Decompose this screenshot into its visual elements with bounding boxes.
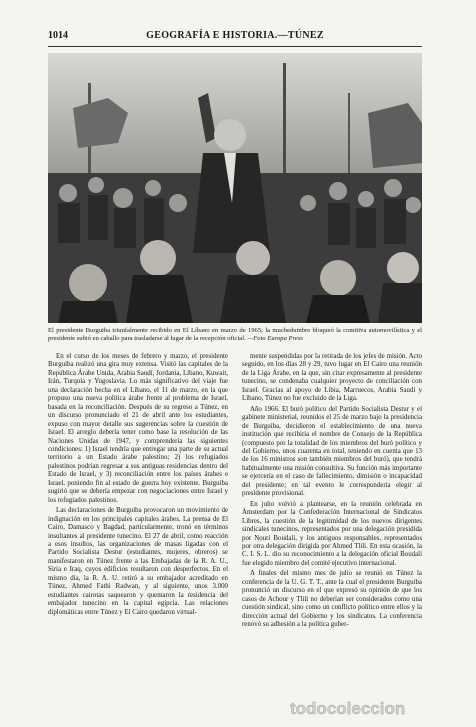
todocoleccion-logo xyxy=(290,697,430,719)
caption-text: El presidente Burguiba triunfalmente recibido en El Líbano en marzo de 1965; la muchedumbre bloqueó la comitiva automovilística y el presidente subió en caballo para trasladarse al lugar de la recepción oficial. xyxy=(48,327,422,343)
paragraph: En julio volvió a plantearse, en la reunión celebrada en Ámsterdam por la Confederación Internacional de Sindicatos Libres, la cuestión de la legitimidad de los nuevos dirigentes sindicales tunecinos, representados por una delegación presidida por Nouri Boudali, y los antiguos responsables, representados por otra delegación dirigida por Ahmed Tlili. En esta ocasión, la C. I. S. L. dio su reconocimiento a la delegación oficial Boudali fue elegido miembro del comité ejecutivo internacional. xyxy=(242,500,422,567)
left-column xyxy=(48,353,228,619)
crowd-photo xyxy=(48,53,422,323)
paragraph: Año 1966. El buró político del Partido Socialista Destur y el gabinete ministerial, reunidos el 25 de marzo bajo la presidencia de Burguiba, decidieron el establecimiento de una nueva institución que recibiría el nombre de Consejo de la República (compuesto por la totalidad de los miembros del buró político y del Gobierno, unos cuarenta en total, teniendo en cuenta que 13 de los 16 ministros son también miembros del buró), que tendrá habitualmente una misión consultiva. Su función más importante se ejercería en el caso de fallecimiento, dimisión o incapacidad del presidente; en tal evento le correspondería elegir al presidente provisional. xyxy=(242,405,422,498)
photo-caption xyxy=(48,327,422,343)
paragraph: mente suspendidas por la retirada de los jefes de misión. Acto seguido, en los días 28 y 29, tuvo lugar en El Cairo una reunión de la Liga Árabe, en la que, sin citar expresamente al presidente tunecino, se condenaba cualquier proyecto de conciliación con Israel. Gracias al apoyo de Libia, Marruecos, Arabia Saudí y Líbano, Túnez no fue excluido de la Liga. xyxy=(242,353,422,403)
paragraph: En el curso de los meses de febrero y marzo, el presidente Burguiba realizó una gira muy extensa. Visitó las capitales de la República Árabe Unida, Arabia Saudí, Jordania, Líbano, Kuwait, Irán, Turquía y Yugoslavia. Lo más significativo del viaje fue una declaración hecha en el Líbano, el 11 de marzo, en la que propuso una nueva política árabe frente al problema de Israel, basada en la reconciliación. Después de su regreso a Túnez, en un discurso pronunciado el 21 de abril ante los estudiantes, expuso con mayor detalle sus sugerencias sobre la cuestión de Israel. El arreglo debería tener como base la resolución de las Naciones Unidas de 1947, y comprendería las siguientes condiciones: 1) Israel tendría que entregar una parte de su actual territorio a un Estado árabe palestino; 2) los refugiados palestinos podrían regresar a sus antiguas residencias dentro del Estado de Israel, y 3) reconciliación entre los países árabes e Israel, poniendo fin al estado de guerra hoy existente. Burguiba sugirió que se debería empezar con negociaciones entre Israel y los refugiados palestinos. xyxy=(48,353,228,504)
photo-credit: —Foto Europa Press xyxy=(247,335,303,343)
running-header xyxy=(48,30,422,44)
header-rule xyxy=(48,46,422,47)
photo-illustration xyxy=(48,53,422,323)
paragraph: Las declaraciones de Burguiba provocaron un movimiento de indignación en los principales capitales árabes. La prensa de El Cairo, Damasco y Bagdad, particularmente, tronó en términos insultantes al presidente tunecino. El 27 de abril, como reacción a esos insultos, las organizaciones de masas ligadas con el Partido Socialista Destur (estudiantes, mujeres, obreros) se manifestaron en Túnez frente a las Embajadas de la R. A. U., Siria e Iraq, cuyos edificios resultaron con desperfectos. En el mismo día, la R. A. U. retiró a su embajador acreditado en Túnez, Ahmed Fathi Radwan, y al siguiente, unos 3.000 estudiantes cairotas saquearon y quemaron la residencia del embajador tunecino en la capital egipcia. Las relaciones diplomáticas entre Túnez y El Cairo quedaron virtual- xyxy=(48,507,228,616)
svg-text:todocoleccion: todocoleccion xyxy=(290,699,406,718)
right-column xyxy=(242,353,422,632)
section-title: GEOGRAFÍA E HISTORIA.—TÚNEZ xyxy=(146,30,324,41)
page-number: 1014 xyxy=(48,30,68,41)
paragraph: A finales del mismo mes de julio se reunió en Túnez la conferencia de la U. G. T. T., ante la cual el presidente Burguiba pronunció un discurso en el que expresó su opinión de que los casos de Achour y Tlili no deberían ser considerados como una cuestión sindical, sino como un conflicto político entre ellos y la dirección actual del Gobierno y los sindicatos. La conferencia renovó su adhesión a la política guber- xyxy=(242,570,422,629)
